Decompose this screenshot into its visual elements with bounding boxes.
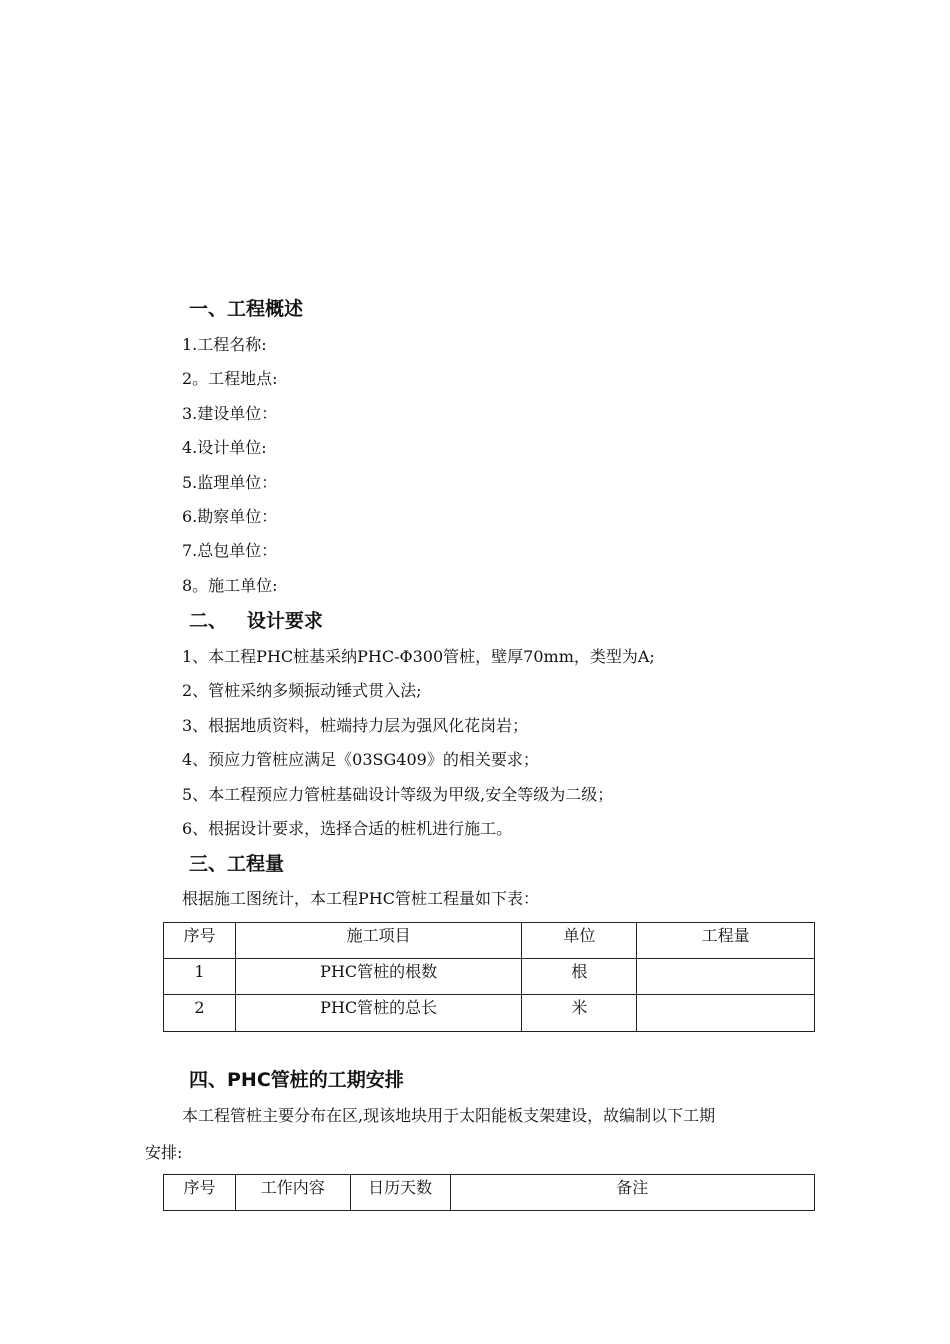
paragraph-line: 本工程管桩主要分布在区,现该地块用于太阳能板支架建设，故编制以下工期 xyxy=(182,1106,716,1125)
list-item: 3.建设单位： xyxy=(182,404,278,423)
table-cell xyxy=(637,995,815,1032)
table-header-cell: 单位 xyxy=(522,923,637,959)
table-row xyxy=(164,995,815,1032)
table-cell: PHC管桩的总长 xyxy=(235,995,522,1032)
list-item: 1.工程名称: xyxy=(182,335,267,354)
table-header-cell: 序号 xyxy=(164,1175,236,1211)
section-heading: 二、 设计要求 xyxy=(189,610,323,632)
list-item: 8。施工单位: xyxy=(182,576,278,595)
section-heading: 一、工程概述 xyxy=(189,298,304,320)
table-header-cell: 工作内容 xyxy=(235,1175,350,1211)
list-item: 7.总包单位： xyxy=(182,541,278,560)
table-cell: 2 xyxy=(164,995,236,1032)
list-item: 2、管桩采纳多频振动锤式贯入法; xyxy=(182,681,422,700)
list-item: 1、本工程PHC桩基采纳PHC-Φ300管桩，壁厚70mm，类型为A; xyxy=(182,647,655,666)
table-header-cell: 工程量 xyxy=(637,923,815,959)
table-header-cell: 序号 xyxy=(164,923,236,959)
table-cell: 1 xyxy=(164,959,236,995)
table-cell: 根 xyxy=(522,959,637,995)
table-header-cell: 备注 xyxy=(450,1175,814,1211)
quantity-table xyxy=(163,922,815,1032)
list-item: 5、本工程预应力管桩基础设计等级为甲级,安全等级为二级； xyxy=(182,785,614,804)
list-item: 4.设计单位: xyxy=(182,438,267,457)
list-item: 4、预应力管桩应满足《03SG409》的相关要求； xyxy=(182,750,539,769)
table-header-cell: 日历天数 xyxy=(350,1175,450,1211)
table-cell: PHC管桩的根数 xyxy=(235,959,522,995)
section-heading: 三、工程量 xyxy=(189,853,285,875)
table-header-row xyxy=(164,923,815,959)
table-intro: 根据施工图统计，本工程PHC管桩工程量如下表： xyxy=(182,889,539,908)
table-row xyxy=(164,959,815,995)
table-cell: 米 xyxy=(522,995,637,1032)
table-header-cell: 施工项目 xyxy=(235,923,522,959)
section-heading: 四、PHC管桩的工期安排 xyxy=(189,1069,404,1091)
table-cell xyxy=(637,959,815,995)
list-item: 2。工程地点: xyxy=(182,369,278,388)
paragraph-line: 安排: xyxy=(145,1143,183,1162)
list-item: 6.勘察单位： xyxy=(182,507,278,526)
table-header-row xyxy=(164,1175,815,1211)
list-item: 6、根据设计要求，选择合适的桩机进行施工。 xyxy=(182,819,513,838)
schedule-table xyxy=(163,1174,815,1211)
list-item: 3、根据地质资料，桩端持力层为强风化花岗岩； xyxy=(182,716,529,735)
list-item: 5.监理单位： xyxy=(182,473,278,492)
